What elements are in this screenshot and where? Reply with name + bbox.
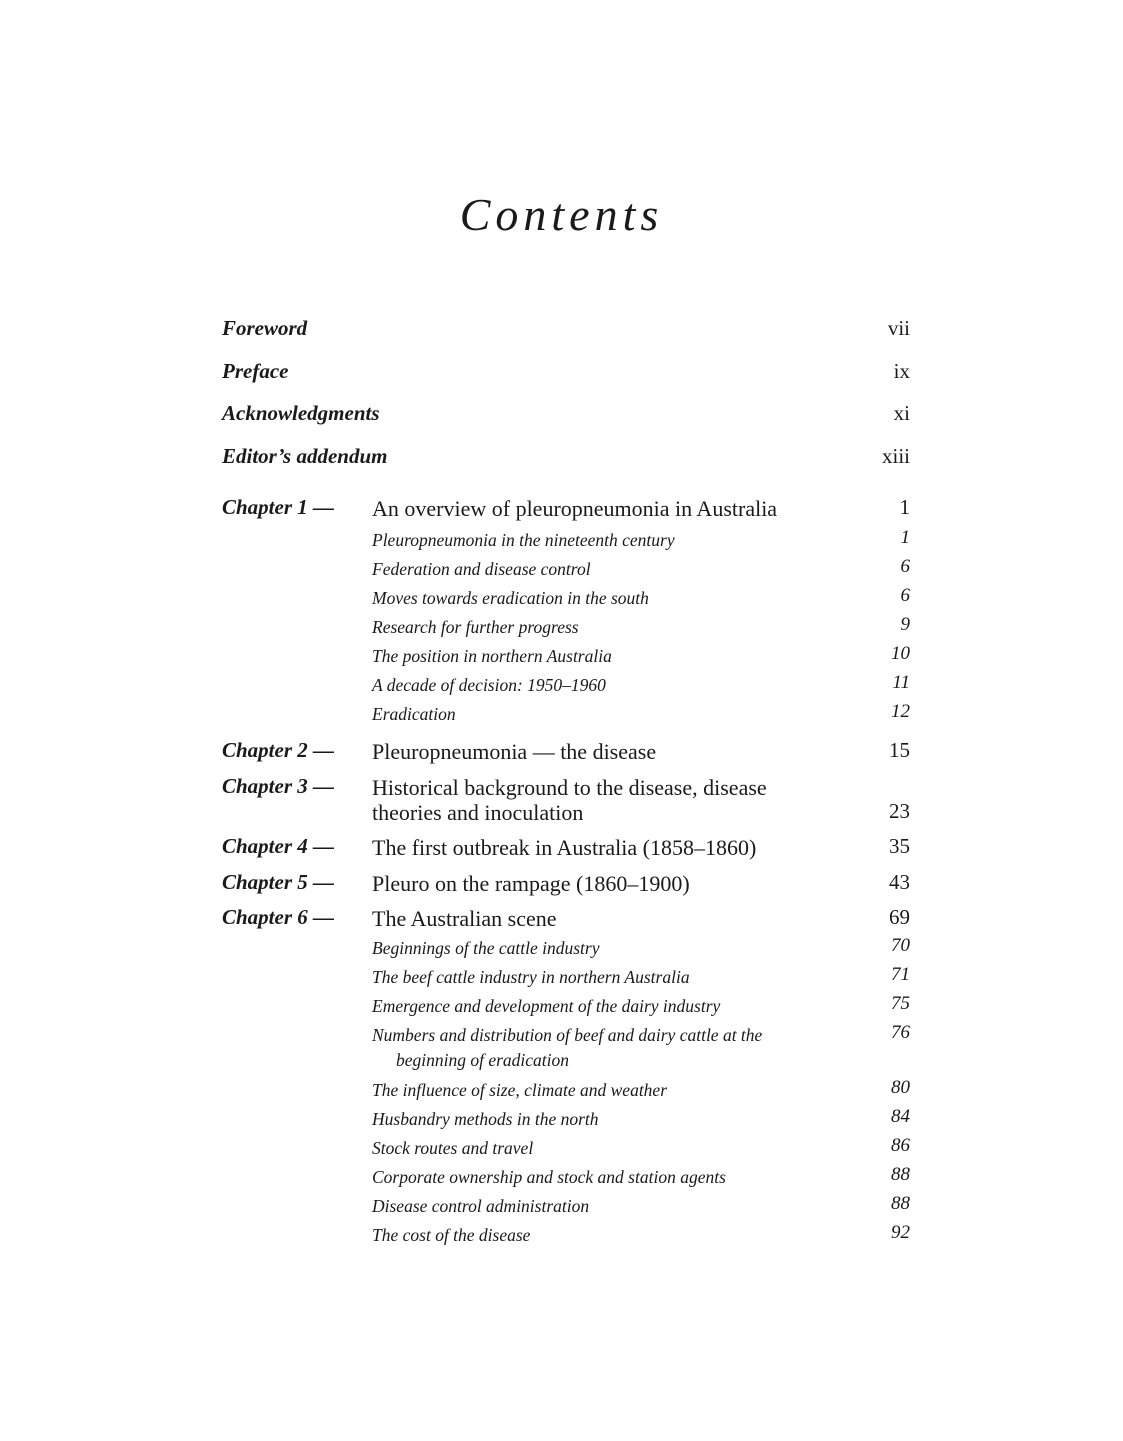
section-title: Eradication (372, 704, 456, 724)
toc-page-number: 80 (891, 1077, 910, 1098)
toc-page-number: xiii (881, 444, 910, 468)
section-title: The cost of the disease (372, 1225, 531, 1245)
toc-page-number: 88 (891, 1164, 910, 1185)
chapter-title: The Australian scene (372, 906, 557, 931)
chapter-label: Chapter 6 — (222, 905, 335, 929)
chapter-title-line-1: Historical background to the disease, disease (372, 775, 767, 800)
chapter-label: Chapter 5 — (222, 870, 335, 894)
toc-page-number: 86 (891, 1135, 910, 1156)
toc-page-number: 6 (900, 556, 910, 577)
toc-page-number: 11 (892, 672, 910, 693)
toc-entry-label: Editor’s addendum (222, 444, 388, 468)
chapter-title-line-2: theories and inoculation (372, 800, 584, 825)
toc-page-number: 1 (899, 495, 910, 519)
toc-page-number: 71 (891, 964, 910, 985)
toc-page-number: 70 (891, 935, 910, 956)
chapter-label: Chapter 1 — (222, 495, 335, 519)
toc-page-number: ix (893, 359, 910, 383)
toc-page-number: 9 (900, 614, 910, 635)
toc-page-number: 84 (891, 1106, 910, 1127)
chapter-title: An overview of pleuropneumonia in Australia (372, 496, 778, 521)
section-title: Emergence and development of the dairy industry (372, 996, 721, 1016)
chapter-label: Chapter 2 — (222, 738, 335, 762)
chapter-label: Chapter 3 — (222, 774, 335, 798)
section-title-line-1: Numbers and distribution of beef and dairy cattle at the (372, 1025, 763, 1045)
toc-page-number: xi (893, 401, 910, 425)
toc-page-number: 35 (889, 834, 910, 858)
toc-page-number: 88 (891, 1193, 910, 1214)
section-title: The influence of size, climate and weather (372, 1080, 668, 1100)
chapter-title: Pleuro on the rampage (1860–1900) (372, 871, 690, 896)
section-title: Research for further progress (372, 617, 579, 637)
toc-page-number: 43 (889, 870, 910, 894)
toc-entry-label: Acknowledgments (222, 401, 380, 425)
section-title-line-2: beginning of eradication (396, 1050, 570, 1070)
toc-page-number: 76 (891, 1022, 910, 1043)
section-title: The beef cattle industry in northern Australia (372, 967, 690, 987)
toc-entry-label: Preface (222, 359, 289, 383)
section-title: Husbandry methods in the north (372, 1109, 599, 1129)
toc-page-number: 15 (889, 738, 910, 762)
section-title: The position in northern Australia (372, 646, 612, 666)
section-title: Moves towards eradication in the south (372, 588, 649, 608)
toc-page-number: 1 (900, 527, 910, 548)
chapter-title: The first outbreak in Australia (1858–1860) (372, 835, 757, 860)
page-title: Contents (459, 189, 664, 240)
section-title: Pleuropneumonia in the nineteenth century (372, 530, 675, 550)
section-title: A decade of decision: 1950–1960 (372, 675, 606, 695)
toc-page-number: 75 (891, 993, 910, 1014)
toc-page-number: 10 (891, 643, 910, 664)
section-title: Federation and disease control (372, 559, 591, 579)
chapter-label: Chapter 4 — (222, 834, 335, 858)
section-title: Corporate ownership and stock and station agents (372, 1167, 726, 1187)
toc-page-number: 12 (891, 701, 910, 722)
section-title: Stock routes and travel (372, 1138, 534, 1158)
section-title: Beginnings of the cattle industry (372, 938, 600, 958)
toc-page-number: 23 (889, 799, 910, 823)
toc-entry-label: Foreword (222, 316, 308, 340)
toc-page-number: 69 (889, 905, 910, 929)
section-title: Disease control administration (372, 1196, 590, 1216)
toc-page-number: vii (887, 316, 910, 340)
toc-page-number: 6 (900, 585, 910, 606)
chapter-title: Pleuropneumonia — the disease (372, 739, 657, 764)
toc-page-number: 92 (891, 1222, 910, 1243)
